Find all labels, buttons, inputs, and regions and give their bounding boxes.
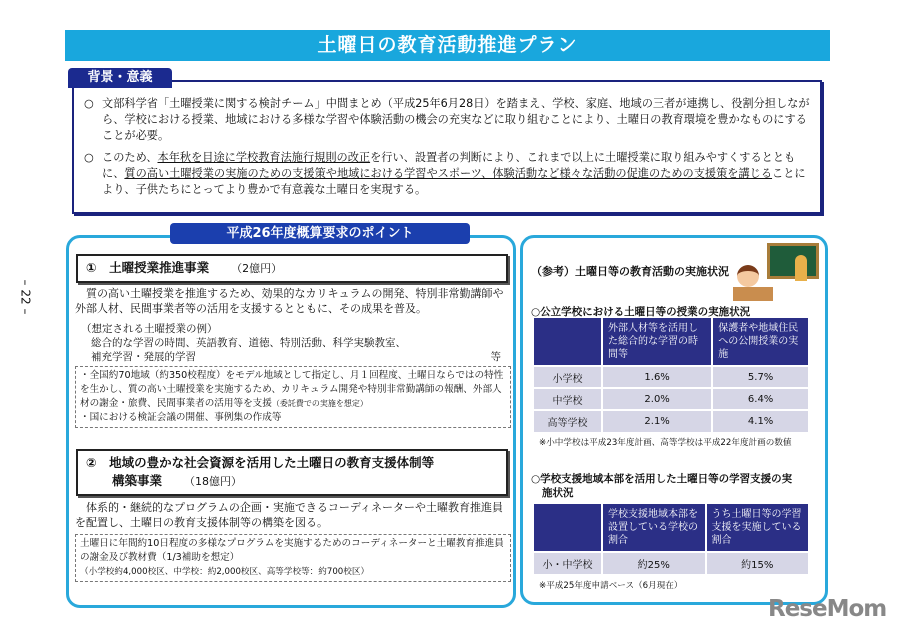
section-title: ① 土曜授業推進事業	[86, 260, 210, 275]
table-2-caption: ○学校支援地域本部を活用した土曜日等の学習支援の実施状況	[531, 473, 793, 499]
text: 文部科学省「土曜授業に関する検討チーム」中間まとめ（平成25年6月28日）を踏まえ、学校、家庭、地域の三者が連携し、役割分担しながら、学校における授業、地域における多様な学習や体験活動の機会の充実などに取り組むことにより、土曜日の教育環境を豊かなものにすることが必要。	[102, 97, 810, 142]
examples-etc: 等	[490, 351, 501, 363]
table-row	[534, 410, 809, 432]
table-cell: 6.4%	[712, 388, 809, 410]
bullet: ○	[84, 151, 94, 164]
page-title: 土曜日の教育活動推進プラン	[65, 30, 830, 61]
section-1-heading	[76, 254, 508, 283]
reference-panel	[520, 235, 828, 605]
table-cell: 4.1%	[712, 410, 809, 432]
section-2-details	[75, 534, 511, 582]
table-cell: 小学校	[534, 366, 602, 388]
examples-label: （想定される土曜授業の例）	[81, 323, 218, 335]
examples-line: 補充学習・発展的学習	[91, 351, 196, 363]
section-title: ② 地域の豊かな社会資源を活用した土曜日の教育支援体制等	[86, 455, 435, 470]
detail-text: ・全国約70地域（約350校程度）をモデル地域として指定し、月１回程度、土曜日ならではの特性を生かし、質の高い土曜授業を実施するため、カリキュラム開発や特別非常勤講師の報酬、外部人材の謝金・旅費、民間事業者の活用等を支援	[80, 370, 504, 409]
table-header: うち土曜日等の学習支援を実施している割合	[706, 504, 810, 552]
detail-text: ・国における検証会議の開催、事例集の作成等	[80, 412, 282, 423]
table-header: 学校支援地域本部を設置している学校の割合	[602, 504, 706, 552]
reference-title: （参考）土曜日等の教育活動の実施状況	[531, 265, 729, 278]
background-paragraph-2	[84, 150, 812, 198]
section-2-heading	[76, 449, 508, 496]
table-1-caption: ○公立学校における土曜日等の授業の実施状況	[531, 306, 751, 318]
table-header	[534, 318, 602, 366]
section-1-body: 質の高い土曜授業を推進するため、効果的なカリキュラムの開発、特別非常勤講師や外部人材、民間事業者等の活用を支援するとともに、その成果を普及。	[75, 287, 504, 315]
section-amount: （2億円）	[231, 262, 283, 275]
points-tag: 平成26年度概算要求のポイント	[170, 223, 470, 244]
detail-text: （小学校約4,000校区、中学校：約2,000校区、高等学校等：約700校区）	[80, 567, 370, 577]
table-1-note: ※小中学校は平成23年度計画、高等学校は平成22年度計画の数値	[539, 438, 792, 448]
page-number: – 22 –	[18, 279, 33, 315]
section-1-details	[75, 366, 511, 428]
table-cell: 1.6%	[602, 366, 712, 388]
teacher-illustration	[733, 243, 819, 303]
points-panel	[66, 235, 516, 608]
table-cell: 5.7%	[712, 366, 809, 388]
section-1-examples	[81, 322, 501, 364]
examples-line: 総合的な学習の時間、英語教育、道徳、特別活動、科学実験教室、	[91, 337, 406, 349]
table-row	[534, 388, 809, 410]
table-cell: 高等学校	[534, 410, 602, 432]
background-section	[72, 80, 822, 214]
table-cell: 約25%	[602, 552, 706, 574]
table-row	[534, 552, 809, 574]
table-cell: 2.0%	[602, 388, 712, 410]
table-cell: 約15%	[706, 552, 810, 574]
detail-text: 土曜日に年間約10日程度の多様なプログラムを実施するためのコーディネーターと土曜教育推進員の謝金及び教材費（1/3補助を想定）	[80, 538, 504, 563]
background-tag: 背景・意義	[68, 68, 172, 88]
table-header: 外部人材等を活用した総合的な学習の時間等	[602, 318, 712, 366]
section-2-body: 体系的・継続的なプログラムの企画・実施できるコーディネーターや土曜教育推進員を配置し、土曜日の教育支援体制等の構築を図る。	[75, 501, 504, 529]
underlined-text: 質の高い土曜授業の実施のための支援策や地域における学習やスポーツ、体験活動など様々な活動の促進のための支援策を講じる	[124, 167, 773, 180]
bullet: ○	[84, 97, 94, 110]
table-2	[534, 504, 810, 574]
underlined-text: 本年秋を目途に学校教育法施行規則の改正	[157, 151, 371, 164]
table-cell: 中学校	[534, 388, 602, 410]
table-cell: 2.1%	[602, 410, 712, 432]
table-2-note: ※平成25年度申請ベース（6月現在）	[539, 581, 683, 591]
table-header	[534, 504, 602, 552]
section-title: 構築事業	[112, 473, 163, 488]
text: を行い、設置者の判断により、これまで以上に土曜授業に取り組みやすくするとともに、	[102, 151, 796, 180]
table-cell: 小・中学校	[534, 552, 602, 574]
text: ことにより、子供たちにとってより豊かで有意義な土曜日を実現する。	[102, 167, 806, 196]
text: このため、	[102, 151, 158, 164]
table-header: 保護者や地域住民への公開授業の実施	[712, 318, 809, 366]
background-paragraph-1	[84, 96, 812, 144]
detail-note: （委託費での実施を想定）	[271, 399, 368, 408]
resemom-logo: ReseMom	[768, 596, 887, 622]
table-row	[534, 366, 809, 388]
section-amount: （18億円）	[184, 475, 243, 488]
table-1	[534, 318, 810, 432]
